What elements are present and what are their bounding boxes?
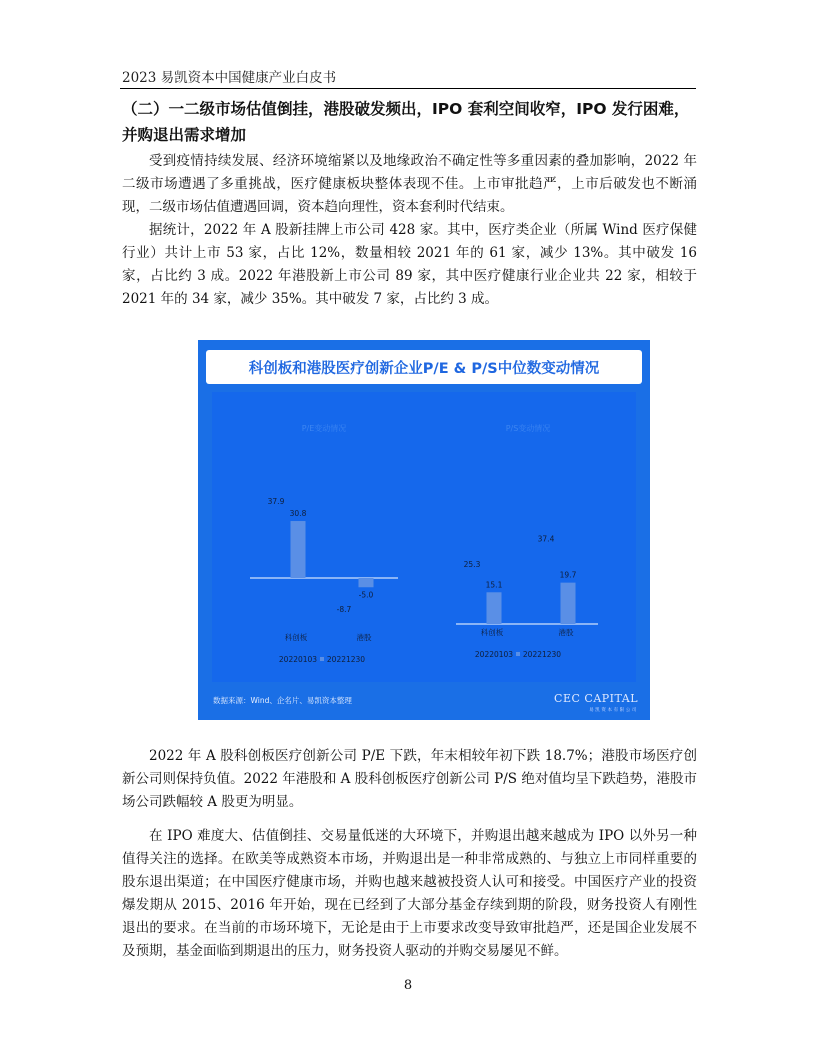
pe-ps-bar-charts xyxy=(198,340,650,720)
paragraph-pe-ps-analysis: 2022 年 A 股科创板医疗创新公司 P/E 下跌，年末相较年初下跌 18.7%；港股市场医疗创新公司则保持负值。2022 年港股和 A 股科创板医疗创新公司 P/S 绝对值均呈下跌趋势，港股市场公司跌幅较 A 股更为明显。 xyxy=(122,748,697,810)
paragraph-ipo-statistics: 据统计，2022 年 A 股新挂牌上市公司 428 家。其中，医疗类企业（所属 Wind 医疗保健行业）共计上市 53 家，占比 12%，数量相较 2021 年的 61 家，减少 13%。其中破发 16 家，占比约 3 成。2022 年港股新上市公司 89 家，其中医疗健康行业企业共 22 家，相较于 2021 年的 34 家，减少 35%。其中破发 7 家，占比约 3 成。 xyxy=(122,222,697,307)
header-title: 2023 易凯资本中国健康产业白皮书 xyxy=(122,70,337,86)
pe-data-label-0-series-2: 30.8 xyxy=(289,509,307,519)
ps-legend-swatch-series-2 xyxy=(516,652,520,656)
chart-inner-panel xyxy=(212,392,636,682)
pe-category-label-1: 港股 xyxy=(356,633,372,642)
cec-capital-logo-subtitle: 易凯资本有限公司 xyxy=(589,708,638,713)
chart-source-note: 数据来源：Wind、企名片、易凯资本整理 xyxy=(213,696,352,705)
section-heading: （二）一二级市场估值倒挂，港股破发频出，IPO 套利空间收窄，IPO 发行困难，并购退出需求增加 xyxy=(122,100,690,144)
pe-legend-series-1: 20220103 xyxy=(278,655,318,664)
header-rule xyxy=(120,88,696,89)
ps-bar-1-series-2 xyxy=(561,583,576,624)
paragraph-market-challenges: 受到疫情持续发展、经济环境缩紧以及地缘政治不确定性等多重因素的叠加影响，2022 年二级市场遭遇了多重挑战，医疗健康板块整体表现不佳。上市审批趋严，上市后破发也不断涌现，二级市场估值遭遇回调，资本趋向理性，资本套利时代结束。 xyxy=(122,153,697,215)
pe-bar-0-series-2 xyxy=(291,521,306,578)
ps-data-label-1-series-2: 19.7 xyxy=(559,570,577,580)
pe-legend-swatch-series-2 xyxy=(320,657,324,661)
ps-data-label-0-series-1: 25.3 xyxy=(463,559,481,569)
ps-bar-0-series-2 xyxy=(487,592,502,624)
ps-legend-series-2: 20221230 xyxy=(522,650,562,659)
paragraph-mna-exit: 在 IPO 难度大、估值倒挂、交易量低迷的大环境下，并购退出越来越成为 IPO 以外另一种值得关注的选择。在欧美等成熟资本市场，并购退出是一种非常成熟的、与独立上市同样重要的股东退出渠道；在中国医疗健康市场，并购也越来越被投资人认可和接受。中国医疗产业的投资爆发期从 2015、2016 年开始，现在已经到了大部分基金存续到期的阶段，财务投资人有刚性退出的要求。在当前的市场环境下，无论是由于上市要求改变导致审批趋严，还是国企业发展不及预期，基金面临到期退出的压力，财务投资人驱动的并购交易屡见不鲜。 xyxy=(122,828,697,959)
pe-data-label-1-series-2: -5.0 xyxy=(358,590,374,600)
page-number: 8 xyxy=(403,978,413,993)
pe-bar-1-series-2 xyxy=(359,578,374,587)
ps-data-label-1-series-1: 37.4 xyxy=(537,534,555,544)
ps-chart-title: P/S变动情况 xyxy=(505,424,551,433)
pe-data-label-1-series-1: -8.7 xyxy=(336,605,352,615)
ps-legend-series-1: 20220103 xyxy=(474,650,514,659)
pe-category-label-0: 科创板 xyxy=(284,633,308,642)
pe-chart-title: P/E变动情况 xyxy=(301,424,347,433)
cec-capital-logo: CEC CAPITAL xyxy=(554,692,638,705)
pe-data-label-0-series-1: 37.9 xyxy=(267,496,285,506)
chart-figure-title: 科创板和港股医疗创新企业P/E & P/S中位数变动情况 xyxy=(248,360,600,377)
ps-category-label-0: 科创板 xyxy=(480,628,504,637)
chart-figure xyxy=(198,340,650,720)
pe-legend-series-2: 20221230 xyxy=(326,655,366,664)
ps-category-label-1: 港股 xyxy=(558,628,574,637)
ps-data-label-0-series-2: 15.1 xyxy=(485,580,503,590)
